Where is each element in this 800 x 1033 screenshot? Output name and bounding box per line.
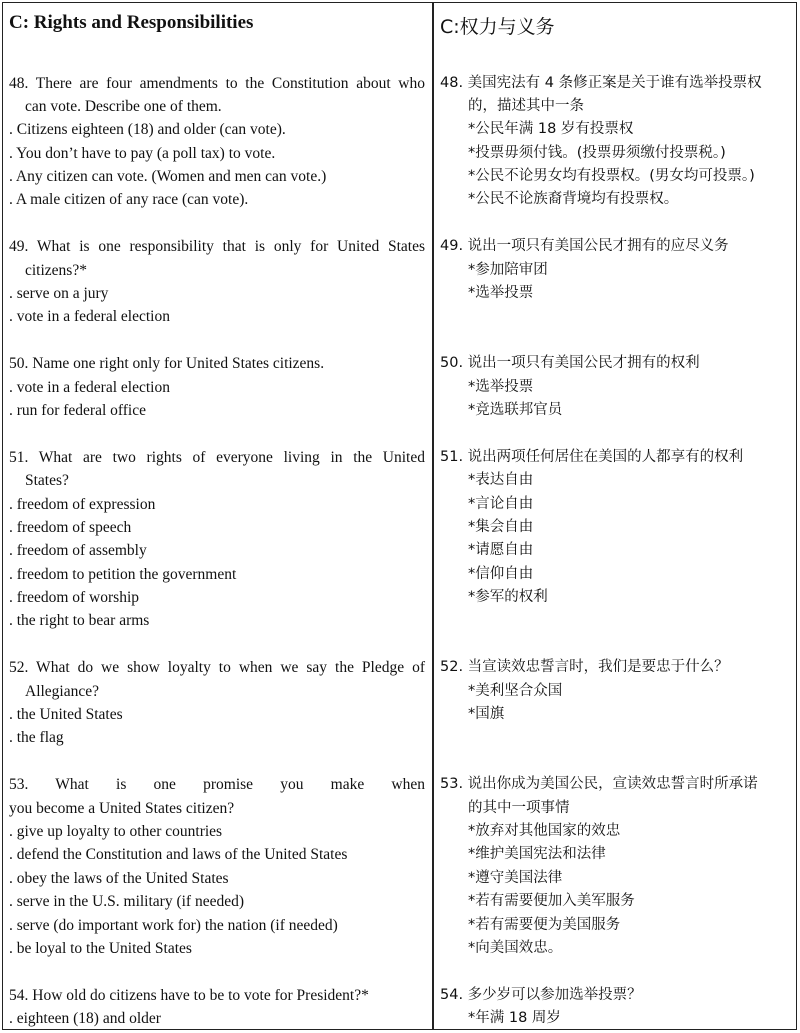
spacer [9, 750, 425, 773]
answer-line: can vote. Describe one of them. [25, 97, 222, 115]
question-block [9, 72, 425, 212]
answer-line: *遵守美国法律 [468, 869, 563, 886]
question-text: 53. 说出你成为美国公民，宣读效忠誓言时所承诺 [440, 776, 758, 793]
answer-line: . serve in the U.S. military (if needed) [9, 893, 245, 911]
answer-line: States? [25, 472, 69, 490]
answer-line: . give up loyalty to other countries [9, 823, 223, 840]
chinese-section-title: C:权力与义务 [440, 16, 555, 38]
question-block [9, 984, 425, 1031]
answer-line: . serve (do important work for) the nation (if needed) [9, 916, 338, 934]
empty-line [440, 726, 792, 749]
spacer [9, 633, 425, 656]
question-text: 54. 多少岁可以参加选举投票？ [440, 986, 642, 1003]
question-text: 48. 美国宪法有 4 条修正案是关于谁有选举投票权 [440, 74, 762, 91]
question-text: 49. 说出一项只有美国公民才拥有的应尽义务 [440, 238, 729, 255]
answer-line: *公民不论族裔背境均有投票权。 [468, 191, 679, 208]
question-text: 49. What is one responsibility that is only for United States [9, 238, 425, 256]
question-block [440, 72, 792, 212]
spacer [440, 633, 792, 656]
answer-line: *年满 18 周岁 [468, 1010, 561, 1027]
answer-line: . vote in a federal election [9, 378, 170, 396]
answer-line: *若有需要便为美国服务 [468, 916, 621, 933]
question-block [440, 446, 792, 633]
column-divider [432, 2, 434, 1030]
question-block [9, 773, 425, 960]
answer-line: *美利坚合众国 [468, 682, 563, 699]
answer-line: *信仰自由 [468, 565, 534, 582]
answer-line: . freedom to petition the government [9, 565, 237, 583]
answer-line: *公民年满 18 岁有投票权 [468, 121, 634, 138]
answer-line: *竞选联邦官员 [468, 401, 563, 418]
answer-line: *表达自由 [468, 472, 534, 489]
spacer [9, 212, 425, 235]
answer-line: . eighteen (18) and older [9, 1010, 161, 1028]
answer-line: 的其中一项事情 [468, 799, 570, 816]
question-text: 51. 说出两项任何居住在美国的人都享有的权利 [440, 448, 744, 465]
spacer [9, 960, 425, 983]
spacer [9, 422, 425, 445]
answer-line: . A male citizen of any race (can vote). [9, 191, 249, 209]
answer-line: *向美国效忠。 [468, 939, 563, 956]
question-text: 52. What do we show loyalty to when we say the Pledge of [9, 659, 425, 677]
empty-line [440, 305, 792, 328]
answer-line: . Any citizen can vote. (Women and men can vote.) [9, 168, 327, 186]
answer-line: . be loyal to the United States [9, 939, 192, 957]
question-block [9, 352, 425, 422]
english-section-title: C: Rights and Responsibilities [9, 12, 254, 33]
answer-line: *请愿自由 [468, 542, 534, 559]
question-block [9, 656, 425, 750]
answer-line: . You don’t have to pay (a poll tax) to vote. [9, 144, 276, 162]
empty-line [440, 609, 792, 632]
answer-line: *放弃对其他国家的效忠 [468, 823, 621, 839]
answer-line: citizens?* [25, 261, 87, 279]
answer-line: *选举投票 [468, 285, 534, 302]
answer-line: *公民不论男女均有投票权。(男女均可投票。) [468, 168, 755, 185]
answer-line: *集会自由 [468, 518, 534, 535]
question-block [9, 235, 425, 329]
answer-line: . the United States [9, 706, 123, 724]
chinese-questions [440, 72, 792, 1031]
spacer [440, 422, 792, 445]
spacer [440, 329, 792, 352]
question-block [440, 352, 792, 422]
answer-line: . vote in a federal election [9, 308, 170, 326]
answer-line: . freedom of expression [9, 495, 156, 513]
spacer [440, 750, 792, 773]
spacer [440, 960, 792, 983]
question-text: 48. There are four amendments to the Constitution about who [9, 74, 425, 92]
question-block [440, 656, 792, 750]
answer-line: *国旗 [468, 706, 505, 723]
question-text: 54. How old do citizens have to be to vote for President?* [9, 986, 369, 1004]
answer-line: . the flag [9, 729, 64, 747]
answer-line: . defend the Constitution and laws of the United States [9, 846, 348, 864]
answer-line: *若有需要便加入美军服务 [468, 893, 635, 910]
question-text: 51. What are two rights of everyone living in the United [9, 448, 425, 466]
spacer [440, 212, 792, 235]
answer-line: *选举投票 [468, 378, 534, 395]
answer-line: . serve on a jury [9, 285, 109, 303]
answer-line: Allegiance? [25, 682, 100, 700]
question-text: 50. 说出一项只有美国公民才拥有的权利 [440, 355, 700, 372]
answer-line: you become a United States citizen? [9, 799, 235, 817]
answer-line: *维护美国宪法和法律 [468, 846, 606, 863]
answer-line: . the right to bear arms [9, 612, 150, 630]
question-block [9, 446, 425, 633]
answer-line: . freedom of speech [9, 518, 132, 536]
answer-line: . obey the laws of the United States [9, 869, 229, 887]
answer-line: . Citizens eighteen (18) and older (can vote). [9, 121, 286, 139]
answer-line: 的，描述其中一条 [468, 97, 584, 114]
question-block [440, 773, 792, 960]
answer-line: *参军的权利 [468, 589, 548, 606]
question-block [440, 235, 792, 329]
answer-line: . run for federal office [9, 401, 146, 419]
english-questions [9, 72, 425, 1031]
answer-line: . freedom of assembly [9, 542, 147, 560]
answer-line: *投票毋须付钱。(投票毋须缴付投票税。) [468, 144, 726, 161]
question-text: 52. 当宣读效忠誓言时，我们是要忠于什么？ [440, 659, 729, 676]
answer-line: *参加陪审团 [468, 261, 548, 278]
question-block [440, 984, 792, 1031]
answer-line: *言论自由 [468, 495, 534, 512]
answer-line: . freedom of worship [9, 589, 139, 607]
question-text: 50. Name one right only for United States citizens. [9, 355, 325, 373]
spacer [9, 329, 425, 352]
question-text: 53. What is one promise you make when [9, 776, 425, 794]
